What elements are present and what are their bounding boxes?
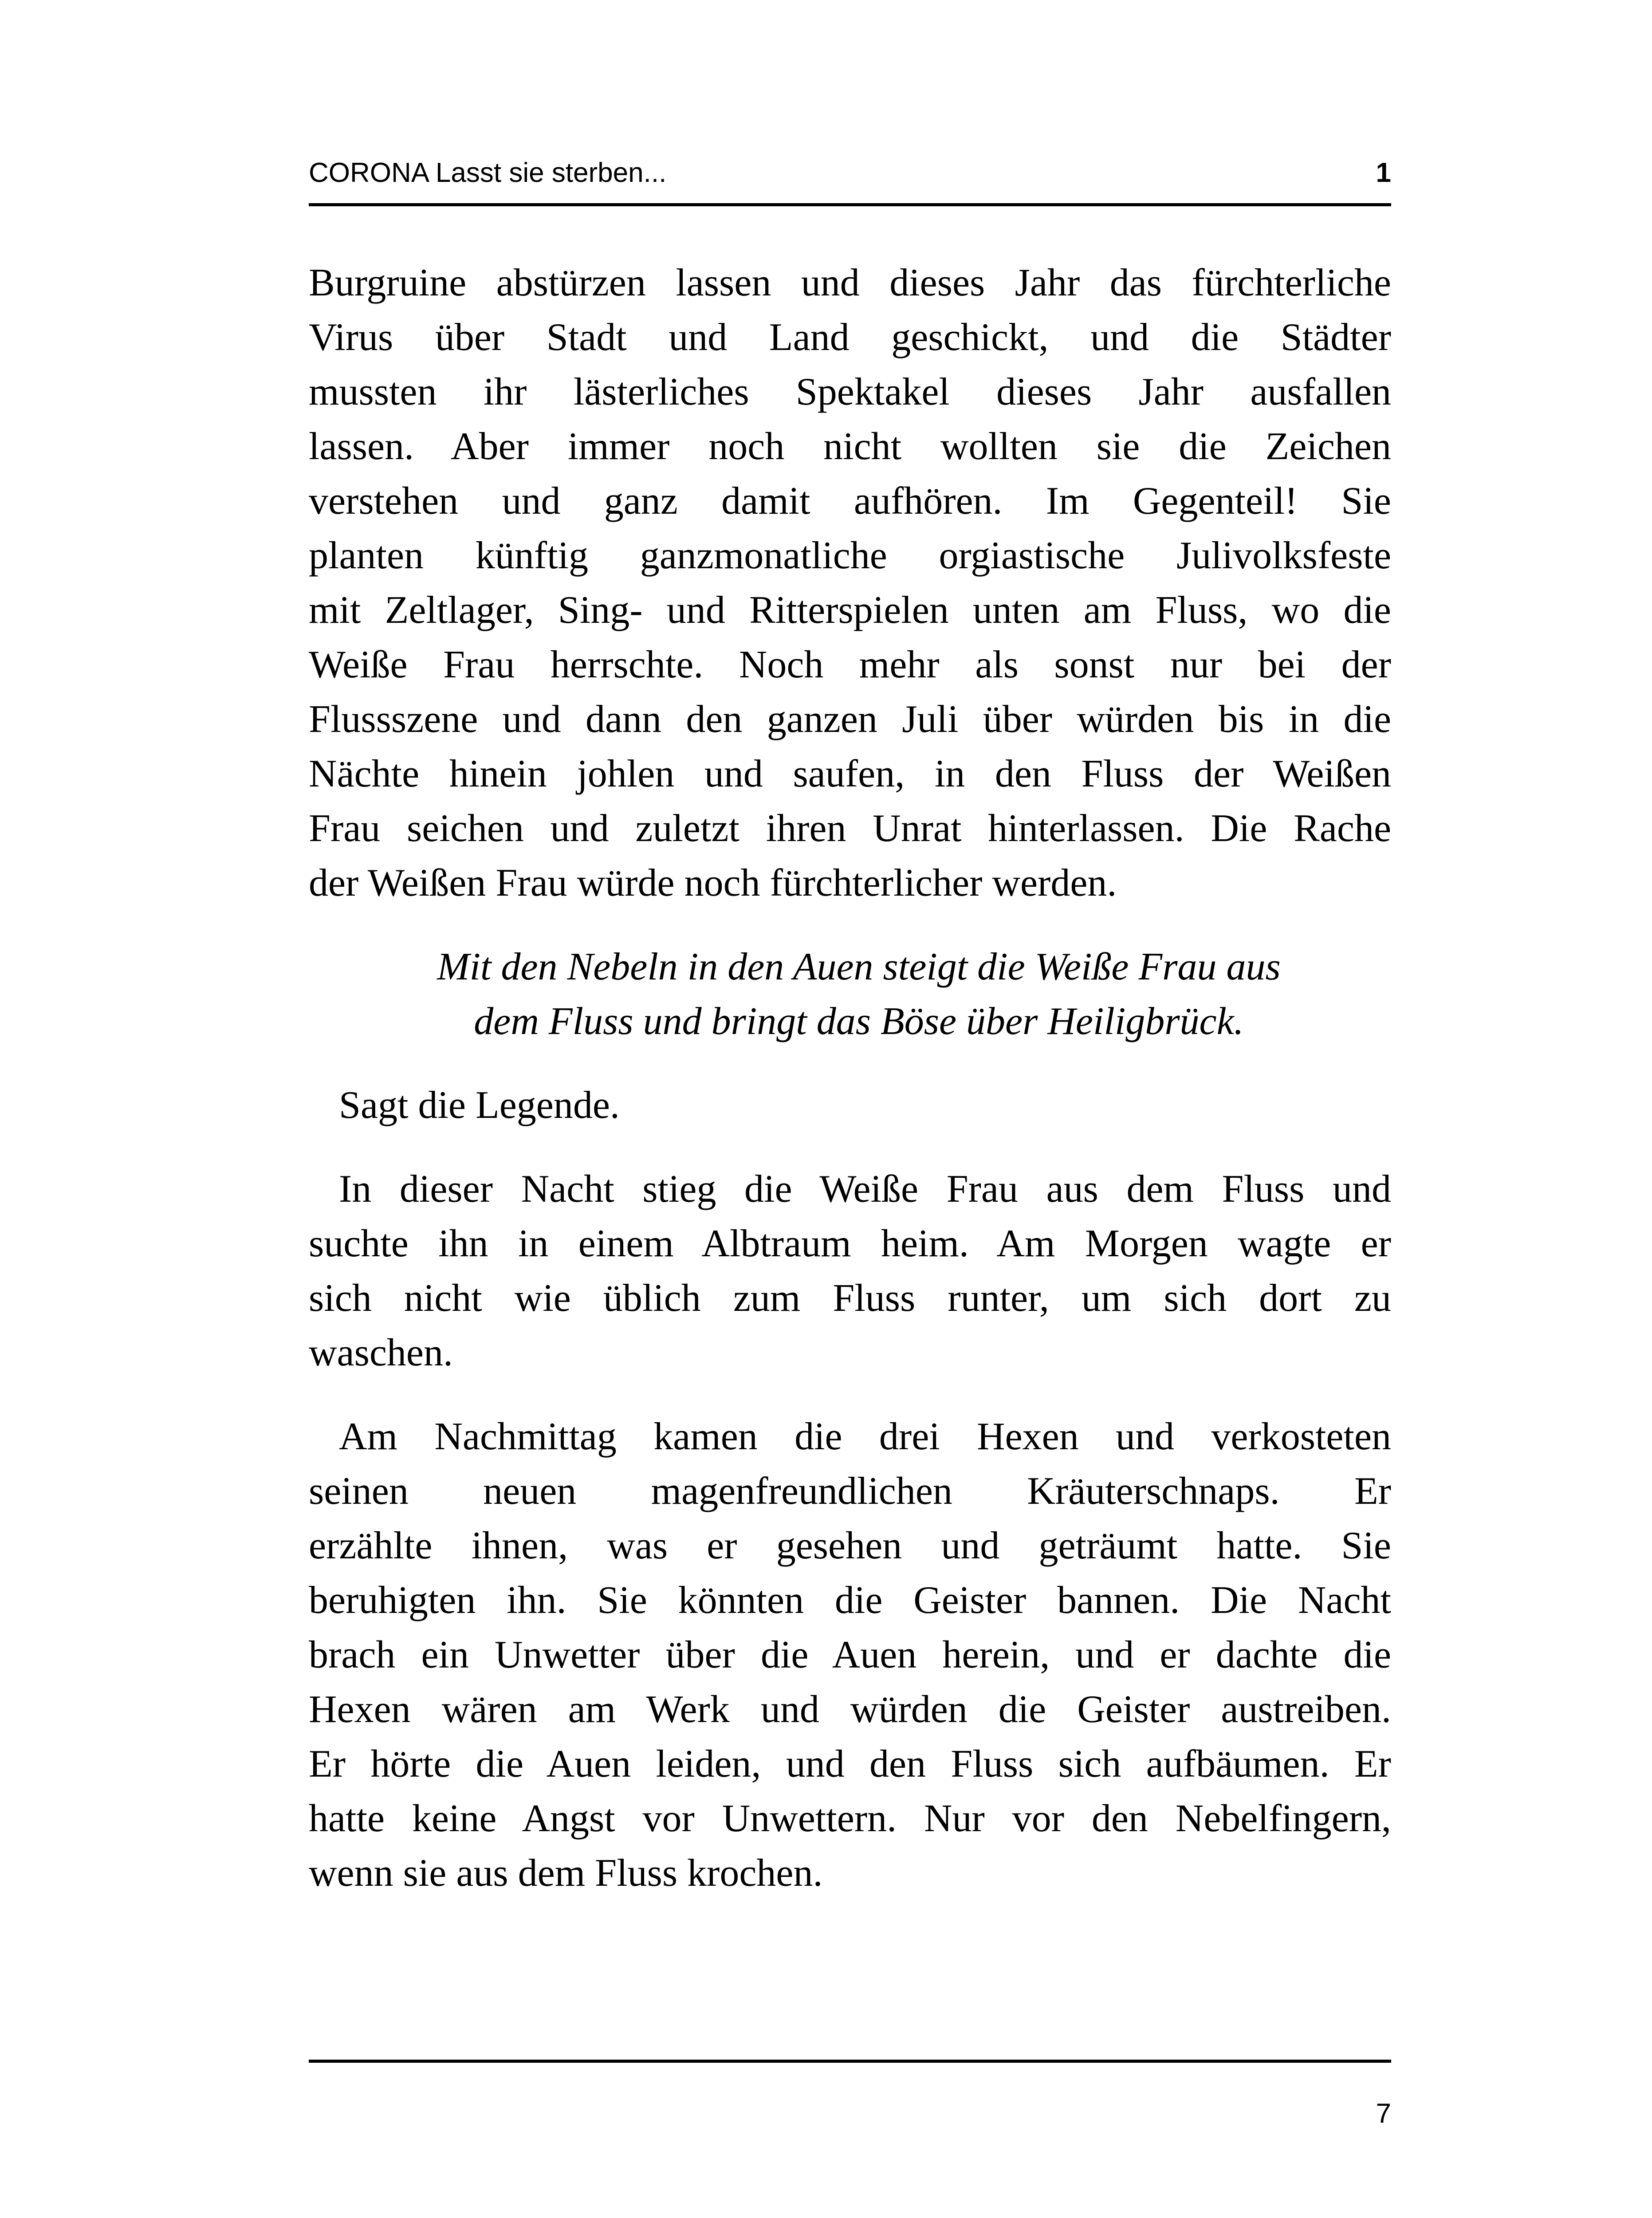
text-line: Nächte hinein johlen und saufen, in den Fluss der Weißen [309,752,1391,795]
header-rule [309,203,1391,206]
text-line: sich nicht wie üblich zum Fluss runter, um sich dort zu [309,1277,1391,1320]
text-line: lassen. Aber immer noch nicht wollten sie die Zeichen [309,425,1391,468]
text-line: In dieser Nacht stieg die Weiße Frau aus dem Fluss und [339,1168,1391,1211]
text-line: Weiße Frau herrschte. Noch mehr als sonst nur bei der [309,643,1391,686]
text-line: brach ein Unwetter über die Auen herein, und er dachte die [309,1633,1391,1676]
text-line: wenn sie aus dem Fluss krochen. [309,1852,823,1895]
text-line: mussten ihr lästerliches Spektakel dieses Jahr ausfallen [309,370,1391,413]
paragraph [309,256,1391,910]
text-line: erzählte ihnen, was er gesehen und geträumt hatte. Sie [309,1524,1391,1567]
text-line: mit Zeltlager, Sing- und Ritterspielen unten am Fluss, wo die [309,589,1391,632]
text-line: seinen neuen magenfreundlichen Kräuterschnaps. Er [309,1470,1391,1513]
running-header [309,155,1391,191]
text-line: Am Nachmittag kamen die drei Hexen und verkosteten [339,1415,1391,1458]
text-line: beruhigten ihn. Sie könnten die Geister bannen. Die Nacht [309,1579,1391,1622]
text-line: Sagt die Legende. [339,1084,620,1127]
text-line: suchte ihn in einem Albtraum heim. Am Morgen wagte er [309,1222,1391,1265]
text-line: waschen. [309,1331,453,1374]
header-title: CORONA Lasst sie sterben... [309,157,667,188]
page-body [309,256,1391,1930]
text-line: Frau seichen und zuletzt ihren Unrat hinterlassen. Die Rache [309,807,1391,850]
text-line: Hexen wären am Werk und würden die Geister austreiben. [309,1688,1391,1731]
text-line: Mit den Nebeln in den Auen steigt die Weiße Frau aus [437,945,1281,988]
text-line: Flussszene und dann den ganzen Juli über würden bis in die [309,698,1391,741]
text-line: der Weißen Frau würde noch fürchterlicher werden. [309,861,1117,905]
text-line: planten künftig ganzmonatliche orgiastische Julivolksfeste [309,534,1391,577]
page-number: 7 [1376,2098,1391,2129]
paragraph [309,1162,1391,1380]
text-line: Er hörte die Auen leiden, und den Fluss sich aufbäumen. Er [309,1742,1391,1785]
text-line: Burgruine abstürzen lassen und dieses Jahr das fürchterliche [309,261,1391,304]
text-line: Virus über Stadt und Land geschickt, und die Städter [309,316,1391,359]
paragraph [309,1078,1391,1133]
footer-rule [309,2060,1391,2063]
italic-quote [309,940,1391,1049]
text-line: hatte keine Angst vor Unwettern. Nur vor den Nebelfingern, [309,1797,1391,1840]
paragraph [309,1409,1391,1900]
chapter-number: 1 [1376,157,1391,188]
text-line: verstehen und ganz damit aufhören. Im Gegenteil! Sie [309,480,1391,523]
text-line: dem Fluss und bringt das Böse über Heiligbrück. [474,1000,1244,1043]
